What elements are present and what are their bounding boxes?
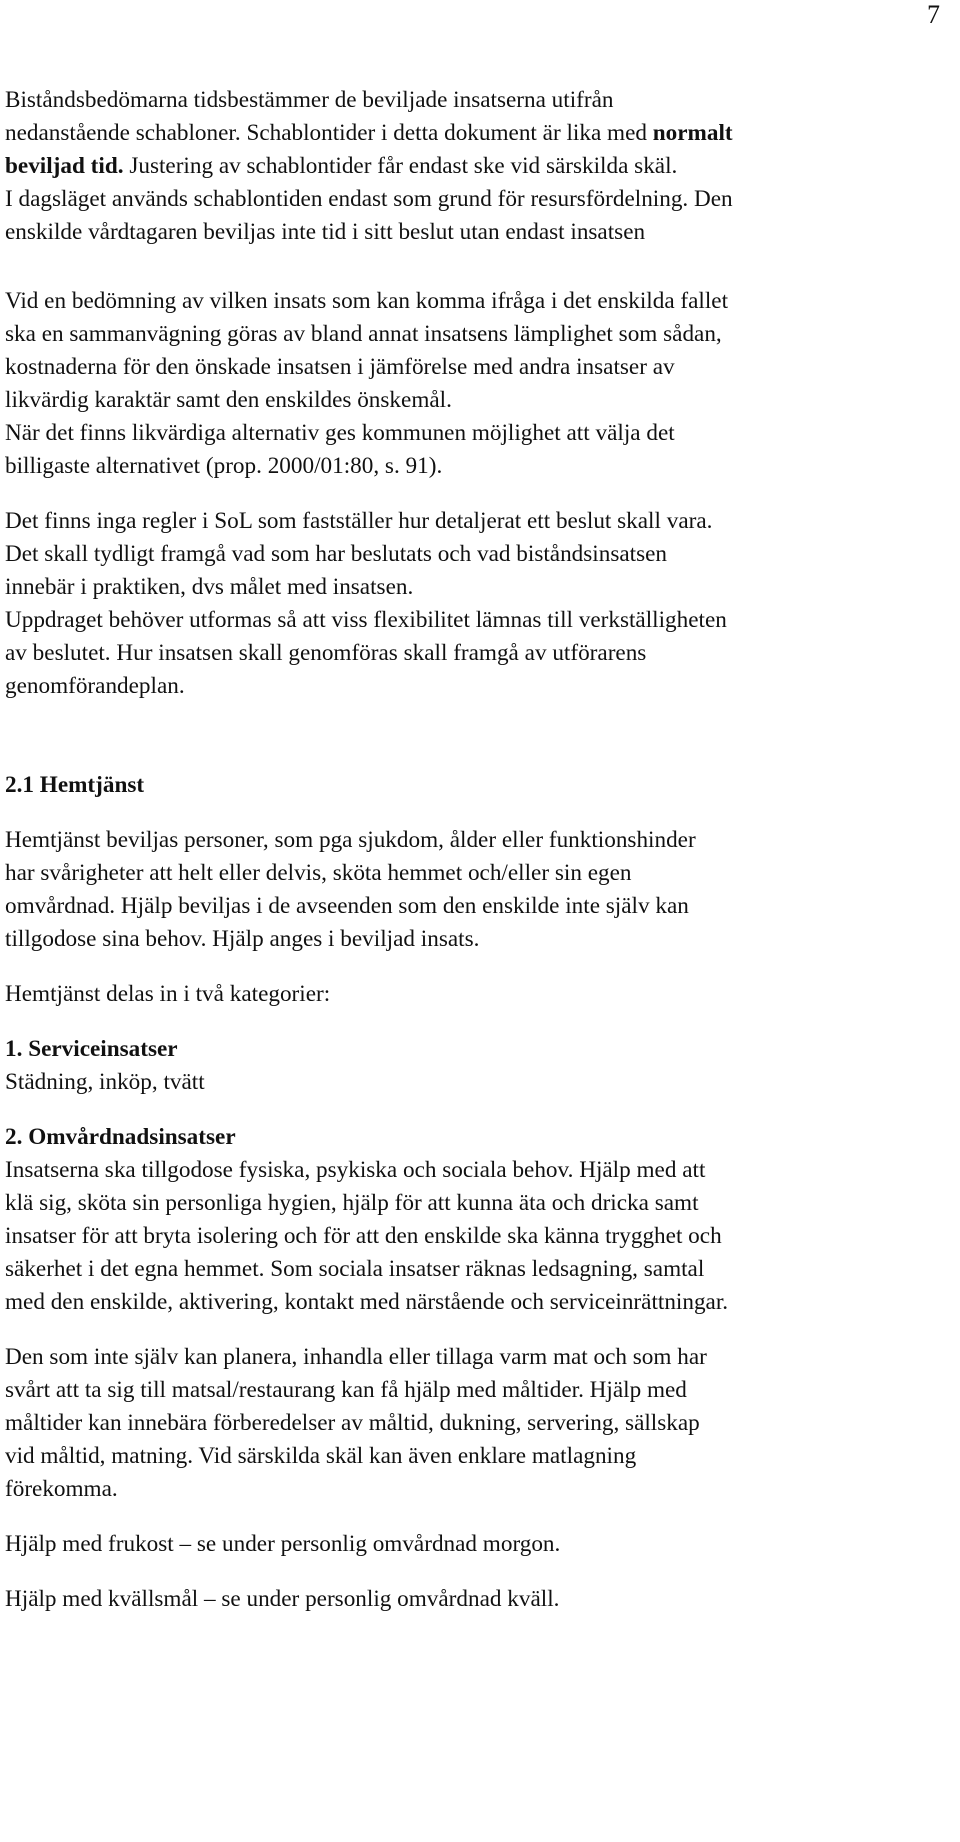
paragraph-hemtjanst [5, 824, 945, 956]
emphasis-beviljad-tid: beviljad tid. [5, 153, 124, 179]
text-line: vid måltid, matning. Vid särskilda skäl kan även enklare matlagning [5, 1443, 637, 1469]
text-line: av beslutet. Hur insatsen skall genomföras skall framgå av utförarens [5, 640, 647, 666]
text-fragment: nedanstående schabloner. Schablontider i detta dokument är lika med [5, 120, 653, 146]
text-line: tillgodose sina behov. Hjälp anges i beviljad insats. [5, 926, 480, 952]
text-line: förekomma. [5, 1476, 118, 1502]
text-line: klä sig, sköta sin personliga hygien, hjälp för att kunna äta och dricka samt [5, 1190, 699, 1216]
paragraph-schablon-intro [5, 84, 945, 249]
emphasis-normalt: normalt [652, 120, 733, 146]
text-line [5, 117, 945, 150]
note-kvallsmal: Hjälp med kvällsmål – se under personlig omvårdnad kväll. [5, 1586, 560, 1612]
paragraph-regler [5, 505, 945, 703]
paragraph-maltider [5, 1341, 945, 1506]
text-line: insatser för att bryta isolering och för att den enskilde ska känna trygghet och [5, 1223, 722, 1249]
text-line: Biståndsbedömarna tidsbestämmer de beviljade insatserna utifrån [5, 87, 614, 113]
text-line: likvärdig karaktär samt den enskildes önskemål. [5, 387, 452, 413]
text-line: I dagsläget används schablontiden endast som grund för resursfördelning. Den [5, 186, 733, 212]
text-line: Insatserna ska tillgodose fysiska, psykiska och sociala behov. Hjälp med att [5, 1157, 706, 1183]
text-line: ska en sammanvägning göras av bland annat insatsens lämplighet som sådan, [5, 321, 722, 347]
text-line: kostnaderna för den önskade insatsen i jämförelse med andra insatser av [5, 354, 675, 380]
text-line: genomförandeplan. [5, 673, 185, 699]
text-line: omvårdnad. Hjälp beviljas i de avseenden som den enskilde inte själv kan [5, 893, 689, 919]
text-line: Det skall tydligt framgå vad som har beslutats och vad biståndsinsatsen [5, 541, 667, 567]
category-service [5, 1033, 945, 1099]
text-line: svårt att ta sig till matsal/restaurang kan få hjälp med måltider. Hjälp med [5, 1377, 687, 1403]
text-fragment: Justering av schablontider får endast ske vid särskilda skäl. [123, 153, 678, 179]
text-line: Det finns inga regler i SoL som fastställer hur detaljerat ett beslut skall vara. [5, 508, 713, 534]
section-heading: 2.1 Hemtjänst [5, 772, 145, 798]
category-title: 2. Omvårdnadsinsatser [5, 1124, 236, 1150]
category-title: 1. Serviceinsatser [5, 1036, 178, 1062]
document-body [5, 84, 945, 1616]
text-line: har svårigheter att helt eller delvis, sköta hemmet och/eller sin egen [5, 860, 632, 886]
page-number: 7 [927, 0, 940, 29]
note-frukost: Hjälp med frukost – se under personlig omvårdnad morgon. [5, 1531, 561, 1557]
text-line: Uppdraget behöver utformas så att viss flexibilitet lämnas till verkställigheten [5, 607, 727, 633]
text-line: måltider kan innebära förberedelser av måltid, dukning, servering, sällskap [5, 1410, 700, 1436]
text-line: med den enskilde, aktivering, kontakt med närstående och serviceinrättningar. [5, 1289, 729, 1315]
text-line: säkerhet i det egna hemmet. Som sociala insatser räknas ledsagning, samtal [5, 1256, 705, 1282]
text-line: Städning, inköp, tvätt [5, 1069, 205, 1095]
text-line: Hemtjänst beviljas personer, som pga sjukdom, ålder eller funktionshinder [5, 827, 696, 853]
category-omvardnad [5, 1121, 945, 1319]
text-line: Vid en bedömning av vilken insats som kan komma ifråga i det enskilda fallet [5, 288, 729, 314]
text-line: billigaste alternativet (prop. 2000/01:80, s. 91). [5, 453, 443, 479]
text-line: Den som inte själv kan planera, inhandla eller tillaga varm mat och som har [5, 1344, 707, 1370]
text-line: innebär i praktiken, dvs målet med insatsen. [5, 574, 414, 600]
text-line [5, 150, 945, 183]
paragraph-bedomning [5, 285, 945, 483]
categories-intro: Hemtjänst delas in i två kategorier: [5, 981, 331, 1007]
text-line: När det finns likvärdiga alternativ ges kommunen möjlighet att välja det [5, 420, 675, 446]
text-line: enskilde vårdtagaren beviljas inte tid i sitt beslut utan endast insatsen [5, 219, 646, 245]
